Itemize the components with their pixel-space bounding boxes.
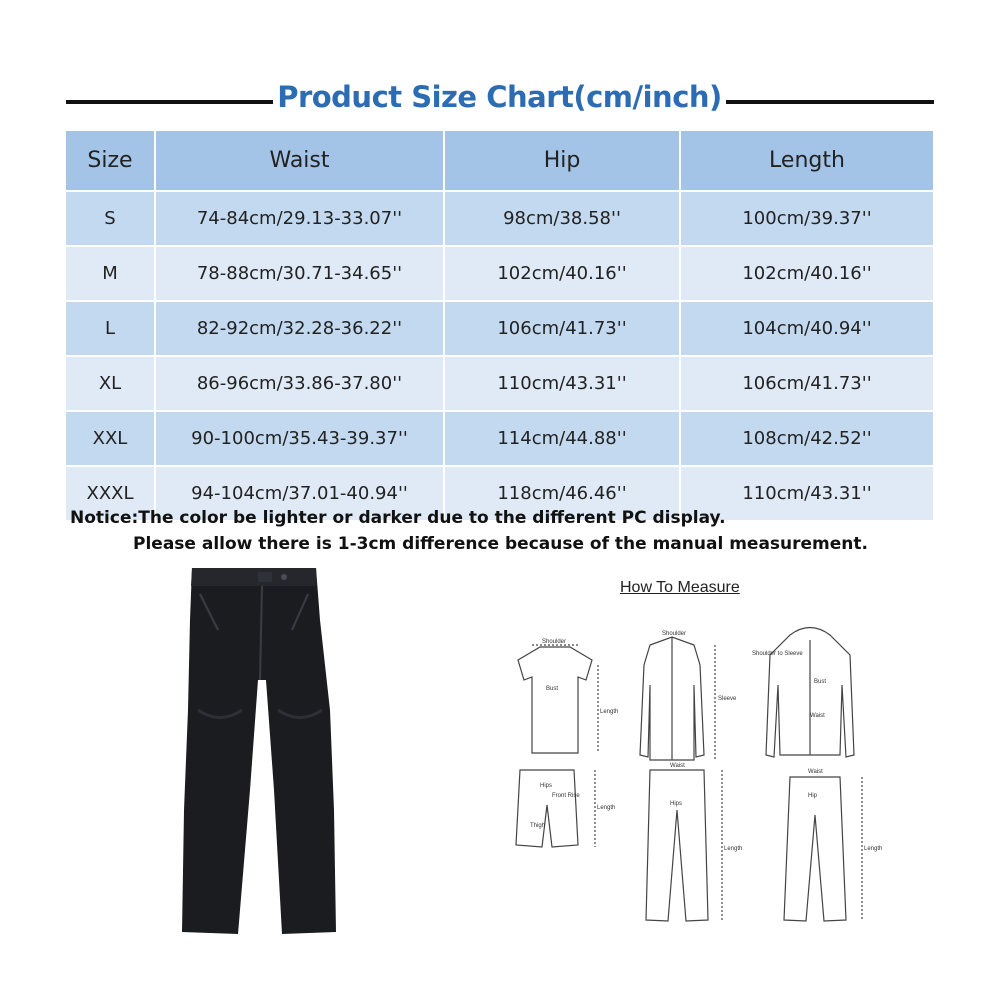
cell-waist: 82-92cm/32.28-36.22'' <box>155 301 444 356</box>
table-row <box>66 246 934 301</box>
header-hip: Hip <box>444 131 680 191</box>
label-length-3: Length <box>724 846 743 852</box>
cell-waist: 74-84cm/29.13-33.07'' <box>155 191 444 246</box>
cell-size: XXL <box>66 411 155 466</box>
cell-waist: 94-104cm/37.01-40.94'' <box>155 466 444 521</box>
table-row <box>66 301 934 356</box>
cell-hip: 114cm/44.88'' <box>444 411 680 466</box>
how-to-measure-diagram <box>490 565 885 945</box>
label-sleeve: Sleeve <box>718 696 737 702</box>
label-length-2: Length <box>597 805 616 811</box>
label-waist: Waist <box>810 713 825 719</box>
cell-length: 104cm/40.94'' <box>680 301 934 356</box>
label-hips-2: Hips <box>670 801 683 807</box>
notice-line-1: Notice:The color be lighter or darker due to the different PC display. <box>70 508 726 528</box>
cell-waist: 78-88cm/30.71-34.65'' <box>155 246 444 301</box>
label-waist-3: Waist <box>808 769 823 775</box>
notice-line-2: Please allow there is 1-3cm difference because of the manual measurement. <box>133 534 868 554</box>
label-shoulder: Shoulder <box>542 639 567 645</box>
label-bust: Bust <box>546 686 559 692</box>
label-thigh: Thigh <box>530 823 546 829</box>
cell-size: XXXL <box>66 466 155 521</box>
pants-product-image <box>170 560 350 940</box>
how-to-measure-title: How To Measure <box>620 579 740 596</box>
label-front-rise: Front Rise <box>552 793 580 799</box>
cell-length: 108cm/42.52'' <box>680 411 934 466</box>
measure-illustrations <box>490 565 885 945</box>
cell-length: 110cm/43.31'' <box>680 466 934 521</box>
cell-size: M <box>66 246 155 301</box>
size-table <box>66 131 935 522</box>
page-title: Product Size Chart(cm/inch) <box>277 80 722 114</box>
cell-length: 100cm/39.37'' <box>680 191 934 246</box>
cell-length: 102cm/40.16'' <box>680 246 934 301</box>
cell-size: XL <box>66 356 155 411</box>
cell-waist: 90-100cm/35.43-39.37'' <box>155 411 444 466</box>
header-waist: Waist <box>155 131 444 191</box>
cell-length: 106cm/41.73'' <box>680 356 934 411</box>
label-shoulder-2: Shoulder <box>662 631 687 637</box>
label-hip: Hip <box>808 793 818 799</box>
label-waist-2: Waist <box>670 763 685 769</box>
label-length: Length <box>600 709 619 715</box>
label-shoulder-to-sleeve: Shoulder to Sleeve <box>752 651 803 657</box>
cell-hip: 102cm/40.16'' <box>444 246 680 301</box>
cell-hip: 98cm/38.58'' <box>444 191 680 246</box>
label-hips: Hips <box>540 783 553 789</box>
label-length-4: Length <box>864 846 883 852</box>
cell-hip: 118cm/46.46'' <box>444 466 680 521</box>
table-row <box>66 191 934 246</box>
cell-size: S <box>66 191 155 246</box>
header-length: Length <box>680 131 934 191</box>
cell-hip: 106cm/41.73'' <box>444 301 680 356</box>
cell-hip: 110cm/43.31'' <box>444 356 680 411</box>
label-bust-2: Bust <box>814 679 827 685</box>
table-row <box>66 356 934 411</box>
title-right-rule <box>726 100 934 104</box>
table-header-row <box>66 131 934 191</box>
header-size: Size <box>66 131 155 191</box>
table-row <box>66 411 934 466</box>
cell-size: L <box>66 301 155 356</box>
title-row <box>66 80 934 122</box>
title-left-rule <box>66 100 273 104</box>
cell-waist: 86-96cm/33.86-37.80'' <box>155 356 444 411</box>
